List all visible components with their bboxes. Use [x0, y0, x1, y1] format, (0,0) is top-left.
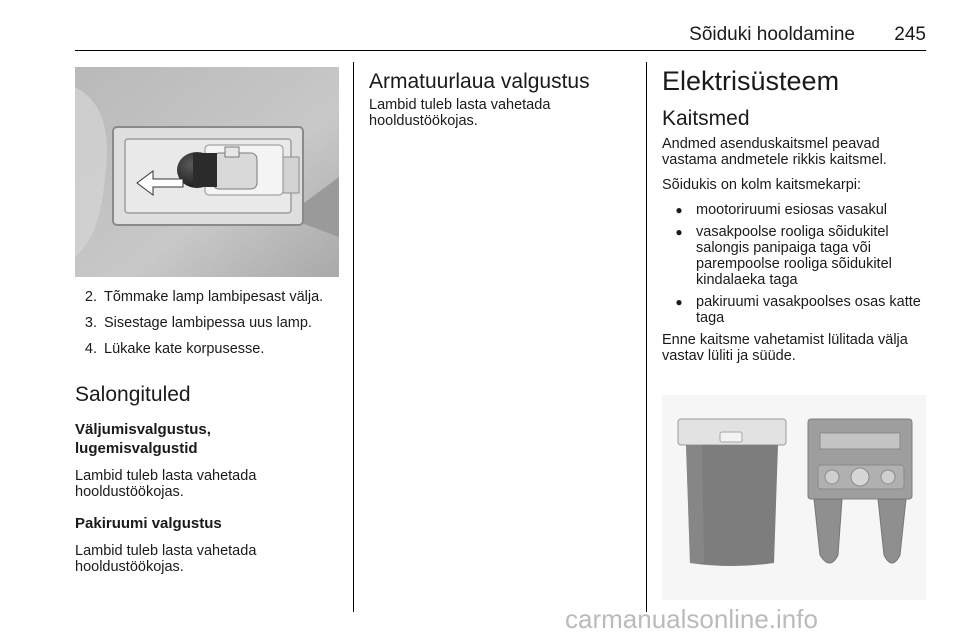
- fuse-illustration: [662, 395, 926, 600]
- paragraph-kaitsmekarbid: Sõidukis on kolm kaitsmekarpi:: [662, 177, 862, 193]
- step-text: Tõmmake lamp lambipesast välja.: [104, 289, 324, 305]
- subheading-valjumisvalgustus-line1: Väljumisvalgustus,: [75, 421, 211, 438]
- list-item: [662, 294, 926, 326]
- step-number: 4.: [84, 341, 97, 357]
- section-heading-kaitsmed: Kaitsmed: [662, 107, 750, 130]
- paragraph-asenduskaitse: Andmed asenduskaitsmel peavad vastama andmetele rikkis kaitsmel.: [662, 136, 887, 168]
- list-item: [75, 289, 350, 305]
- step-text: Sisestage lambipessa uus lamp.: [104, 315, 312, 331]
- list-item: [75, 315, 350, 331]
- bullet-text: mootoriruumi esiosas vasakul: [696, 202, 887, 218]
- right-column: [662, 66, 926, 364]
- column-divider-right: [646, 62, 647, 612]
- bullet-text: pakiruumi vasakpoolses osas katte taga: [696, 294, 921, 326]
- chapter-title-elektrisusteem: Elektrisüsteem: [662, 66, 840, 96]
- column-divider-left: [353, 62, 354, 612]
- running-header-title: Sõiduki hooldamine: [689, 24, 855, 45]
- paragraph-pakiruumi-valgustus: Lambid tuleb lasta vahetada hooldustöökojas.: [75, 543, 257, 575]
- bullet-icon: ●: [675, 225, 683, 239]
- paragraph-armatuurlaua: Lambid tuleb lasta vahetada hooldustöökojas.: [369, 97, 551, 129]
- fuse-illustration-svg: [662, 395, 926, 600]
- list-item: [662, 202, 926, 218]
- page-number: 245: [894, 24, 926, 45]
- left-column: [75, 289, 350, 575]
- middle-column: [369, 69, 639, 129]
- step-number: 3.: [84, 315, 97, 331]
- list-item: [75, 341, 350, 357]
- section-heading-armatuurlaua: Armatuurlaua valgustus: [369, 70, 590, 93]
- paragraph-enne-vahetamist: Enne kaitsme vahetamist lülitada välja vastav lüliti ja süüde.: [662, 332, 908, 364]
- lamp-removal-illustration: [75, 67, 339, 277]
- bullet-icon: ●: [675, 295, 683, 309]
- paragraph-valjumisvalgustus: Lambid tuleb lasta vahetada hooldustöökojas.: [75, 468, 257, 500]
- bullet-icon: ●: [675, 203, 683, 217]
- step-text: Lükake kate korpusesse.: [104, 341, 265, 357]
- header-rule: [75, 50, 926, 51]
- fuse-box-list: [662, 202, 926, 326]
- section-heading-salongituled: Salongituled: [75, 383, 191, 406]
- subheading-valjumisvalgustus-line2: lugemisvalgustid: [75, 440, 198, 457]
- bullet-text: vasakpoolse rooliga sõidukitel salongis panipaiga taga või parempoolse rooliga sõidukitel kindalaeka taga: [696, 224, 892, 288]
- step-number: 2.: [84, 289, 97, 305]
- subheading-pakiruumi-valgustus: Pakiruumi valgustus: [75, 515, 222, 532]
- list-item: [662, 224, 926, 288]
- lamp-illustration-svg: [75, 67, 339, 277]
- watermark: carmanualsonline.info: [565, 604, 818, 634]
